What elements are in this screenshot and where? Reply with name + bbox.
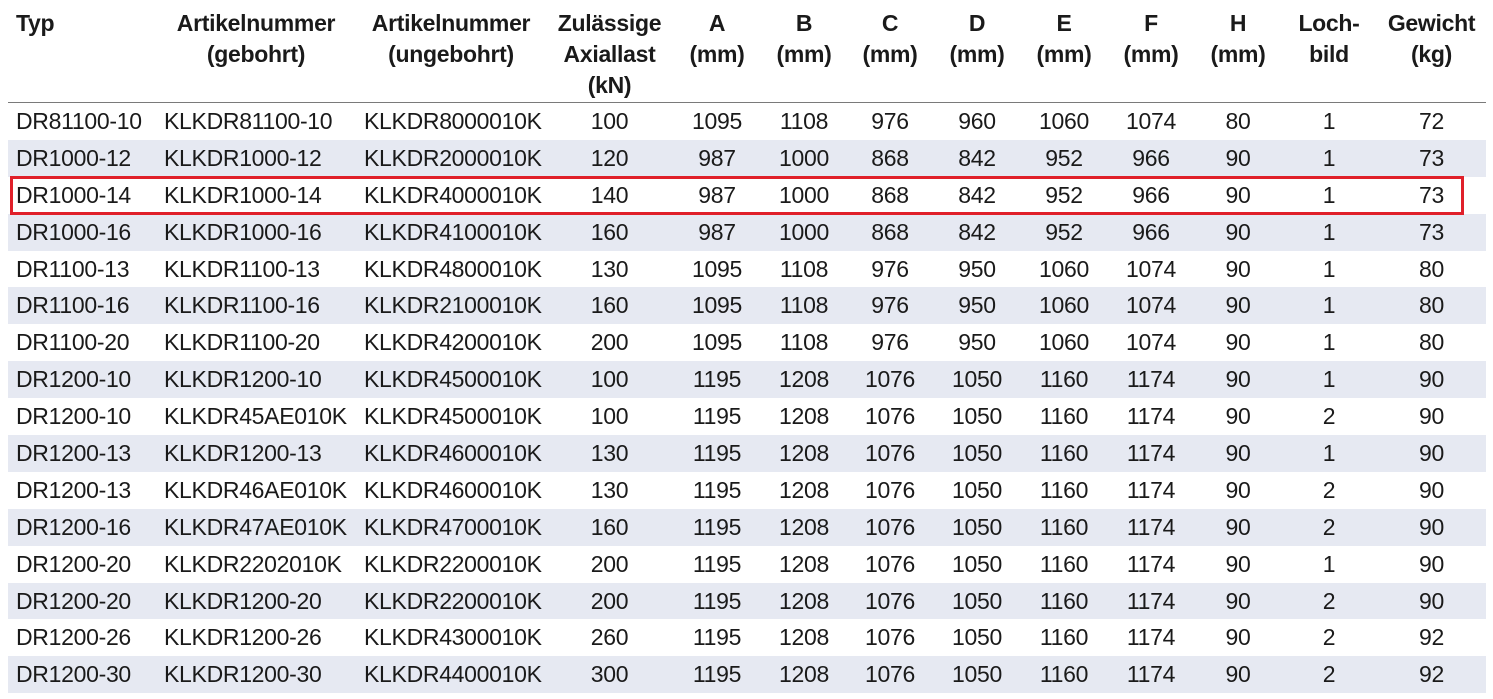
table-cell: KLKDR1000-16 bbox=[156, 214, 356, 251]
table-row bbox=[8, 619, 1486, 656]
table-row bbox=[8, 398, 1486, 435]
table-cell: 90 bbox=[1195, 214, 1281, 251]
table-cell: 1060 bbox=[1039, 329, 1089, 356]
table-cell: 1 bbox=[1281, 361, 1377, 398]
table-cell: 1195 bbox=[692, 403, 742, 430]
table-cell: 1095 bbox=[692, 255, 742, 282]
table-cell: 80 bbox=[1377, 287, 1486, 324]
table-row bbox=[8, 140, 1486, 177]
table-row bbox=[8, 656, 1486, 693]
table-cell: 2 bbox=[1322, 624, 1336, 651]
table-cell: 90 bbox=[1225, 255, 1251, 282]
table-cell: KLKDR4600010K bbox=[356, 435, 546, 472]
header-f: F (mm) bbox=[1123, 10, 1179, 67]
table-cell: KLKDR1000-12 bbox=[156, 140, 356, 177]
table-cell: 90 bbox=[1225, 476, 1251, 503]
table-cell: KLKDR1000-14 bbox=[164, 181, 322, 208]
table-cell: 952 bbox=[1021, 214, 1107, 251]
table-row bbox=[8, 251, 1486, 288]
table-cell: DR1200-13 bbox=[8, 435, 156, 472]
table-cell: 90 bbox=[1225, 550, 1251, 577]
table-cell: 73 bbox=[1377, 140, 1486, 177]
table-cell: 1076 bbox=[847, 509, 933, 546]
table-cell: 140 bbox=[590, 181, 629, 208]
table-cell: 987 bbox=[673, 214, 761, 251]
table-cell: 90 bbox=[1195, 656, 1281, 693]
table-cell: KLKDR8000010K bbox=[364, 107, 542, 134]
table-cell: 1076 bbox=[847, 656, 933, 693]
table-cell: 1195 bbox=[692, 476, 742, 503]
table-cell: 950 bbox=[958, 329, 996, 356]
table-cell: 842 bbox=[958, 181, 996, 208]
table-cell: 1 bbox=[1322, 329, 1336, 356]
table-cell: DR1200-20 bbox=[8, 583, 156, 620]
table-cell: 2 bbox=[1281, 509, 1377, 546]
table-cell: KLKDR4400010K bbox=[356, 656, 546, 693]
table-cell: 868 bbox=[847, 214, 933, 251]
table-cell: 1050 bbox=[933, 583, 1021, 620]
table-cell: 1195 bbox=[673, 656, 761, 693]
table-cell: 72 bbox=[1419, 107, 1444, 134]
table-cell: 1208 bbox=[779, 403, 829, 430]
table-cell: 120 bbox=[546, 140, 673, 177]
table-cell: 130 bbox=[546, 435, 673, 472]
table-body bbox=[8, 103, 1486, 694]
table-cell: 1208 bbox=[761, 361, 847, 398]
table-cell: DR1000-16 bbox=[8, 214, 156, 251]
table-cell: 976 bbox=[847, 287, 933, 324]
table-cell: 1160 bbox=[1039, 476, 1089, 503]
table-cell: KLKDR1200-30 bbox=[156, 656, 356, 693]
table-row bbox=[8, 361, 1486, 398]
table-cell: DR1200-13 bbox=[16, 476, 131, 503]
table-cell: KLKDR81100-10 bbox=[164, 107, 333, 134]
table-cell: 960 bbox=[958, 107, 996, 134]
table-cell: 260 bbox=[590, 624, 629, 651]
table-cell: 100 bbox=[590, 107, 629, 134]
table-cell: 987 bbox=[698, 181, 736, 208]
table-cell: KLKDR4100010K bbox=[356, 214, 546, 251]
table-cell: 1160 bbox=[1039, 624, 1089, 651]
table-cell: 90 bbox=[1377, 583, 1486, 620]
table-cell: 1174 bbox=[1107, 435, 1195, 472]
table-cell: 1 bbox=[1281, 140, 1377, 177]
table-cell: 1108 bbox=[779, 107, 829, 134]
table-cell: 90 bbox=[1225, 624, 1251, 651]
table-cell: 90 bbox=[1225, 181, 1251, 208]
table-cell: 1060 bbox=[1021, 287, 1107, 324]
header-lochbild: Loch- bild bbox=[1298, 10, 1360, 67]
header-c: C (mm) bbox=[862, 10, 918, 67]
table-cell: KLKDR1200-10 bbox=[156, 361, 356, 398]
table-cell: 2 bbox=[1322, 476, 1336, 503]
table-row bbox=[8, 546, 1486, 583]
table-row bbox=[8, 214, 1486, 251]
header-d: D (mm) bbox=[949, 10, 1005, 67]
header-h: H (mm) bbox=[1210, 10, 1266, 67]
table-cell: 100 bbox=[546, 361, 673, 398]
table-cell: 1050 bbox=[933, 656, 1021, 693]
table-cell: DR1200-10 bbox=[16, 403, 131, 430]
table-cell: KLKDR4200010K bbox=[364, 329, 542, 356]
table-cell: 1174 bbox=[1126, 550, 1176, 577]
table-cell: KLKDR1200-26 bbox=[164, 624, 322, 651]
table-cell: 1208 bbox=[761, 583, 847, 620]
table-cell: 1208 bbox=[761, 656, 847, 693]
table-row-highlighted bbox=[8, 177, 1486, 214]
table-cell: 1060 bbox=[1039, 107, 1089, 134]
table-cell: 90 bbox=[1225, 329, 1251, 356]
table-cell: KLKDR2100010K bbox=[356, 287, 546, 324]
header-typ: Typ bbox=[16, 10, 55, 36]
table-cell: 1074 bbox=[1126, 255, 1176, 282]
table-cell: 90 bbox=[1377, 435, 1486, 472]
table-row bbox=[8, 472, 1486, 509]
table-cell: DR1100-13 bbox=[16, 255, 130, 282]
table-cell: KLKDR2200010K bbox=[364, 550, 542, 577]
table-cell: 300 bbox=[546, 656, 673, 693]
table-cell: 1076 bbox=[865, 624, 915, 651]
table-cell: 1000 bbox=[761, 214, 847, 251]
table-cell: 1 bbox=[1322, 107, 1336, 134]
table-cell: 1076 bbox=[865, 476, 915, 503]
table-cell: 1208 bbox=[761, 509, 847, 546]
table-cell: 92 bbox=[1419, 624, 1444, 651]
table-cell: 90 bbox=[1225, 403, 1251, 430]
table-cell: 80 bbox=[1419, 255, 1444, 282]
table-cell: 976 bbox=[871, 255, 909, 282]
table-row bbox=[8, 435, 1486, 472]
table-cell: 2 bbox=[1322, 403, 1336, 430]
table-cell: 1160 bbox=[1021, 509, 1107, 546]
table-cell: 1074 bbox=[1107, 287, 1195, 324]
table-cell: 1074 bbox=[1126, 329, 1176, 356]
table-cell: 200 bbox=[546, 583, 673, 620]
table-cell: 1 bbox=[1322, 550, 1336, 577]
table-cell: KLKDR1100-16 bbox=[156, 287, 356, 324]
header-artikelnummer-gebohrt: Artikelnummer (gebohrt) bbox=[176, 10, 336, 67]
table-cell: 1050 bbox=[952, 476, 1002, 503]
table-cell: KLKDR1200-20 bbox=[156, 583, 356, 620]
table-cell: 1 bbox=[1322, 181, 1336, 208]
table-cell: 1050 bbox=[933, 361, 1021, 398]
table-cell: 1000 bbox=[761, 140, 847, 177]
table-cell: 1174 bbox=[1107, 583, 1195, 620]
table-row bbox=[8, 287, 1486, 324]
table-cell: 90 bbox=[1195, 287, 1281, 324]
table-cell: DR1200-16 bbox=[8, 509, 156, 546]
table-cell: 1050 bbox=[933, 509, 1021, 546]
table-cell: 1108 bbox=[779, 255, 829, 282]
table-cell: 90 bbox=[1195, 361, 1281, 398]
table-cell: KLKDR2202010K bbox=[164, 550, 342, 577]
table-cell: 1074 bbox=[1126, 107, 1176, 134]
table-cell: KLKDR47AE010K bbox=[156, 509, 356, 546]
table-cell: 1108 bbox=[761, 287, 847, 324]
table-cell: 1076 bbox=[865, 550, 915, 577]
table-cell: 92 bbox=[1377, 656, 1486, 693]
table-cell: 90 bbox=[1377, 361, 1486, 398]
table-cell: 1050 bbox=[952, 550, 1002, 577]
table-cell: 966 bbox=[1107, 214, 1195, 251]
table-cell: 1174 bbox=[1107, 361, 1195, 398]
table-cell: 1076 bbox=[865, 403, 915, 430]
table-cell: 1208 bbox=[779, 624, 829, 651]
table-cell: KLKDR4000010K bbox=[364, 181, 542, 208]
table-row bbox=[8, 509, 1486, 546]
table-cell: 1160 bbox=[1021, 435, 1107, 472]
table-cell: DR1200-20 bbox=[16, 550, 131, 577]
table-cell: 90 bbox=[1195, 435, 1281, 472]
table-cell: 90 bbox=[1419, 403, 1444, 430]
table-cell: 1076 bbox=[847, 583, 933, 620]
table-cell: 950 bbox=[933, 287, 1021, 324]
table-cell: 1060 bbox=[1039, 255, 1089, 282]
table-cell: 1076 bbox=[847, 361, 933, 398]
table-cell: 1 bbox=[1322, 255, 1336, 282]
table-cell: 130 bbox=[590, 255, 629, 282]
table-cell: 130 bbox=[590, 476, 629, 503]
table-cell: 1108 bbox=[779, 329, 829, 356]
table-cell: DR81100-10 bbox=[16, 107, 142, 134]
table-cell: KLKDR4600010K bbox=[364, 476, 542, 503]
table-cell: DR1100-16 bbox=[8, 287, 156, 324]
table-cell: DR1200-30 bbox=[8, 656, 156, 693]
table-cell: 80 bbox=[1419, 329, 1444, 356]
table-cell: 1 bbox=[1281, 214, 1377, 251]
table-cell: 966 bbox=[1107, 140, 1195, 177]
header-gewicht: Gewicht (kg) bbox=[1387, 10, 1476, 67]
table-cell: 90 bbox=[1419, 476, 1444, 503]
table-cell: 90 bbox=[1377, 509, 1486, 546]
table-cell: 868 bbox=[847, 140, 933, 177]
table-cell: DR1000-12 bbox=[8, 140, 156, 177]
table-cell: 1160 bbox=[1021, 583, 1107, 620]
table-cell: 90 bbox=[1195, 140, 1281, 177]
table-cell: 1174 bbox=[1126, 476, 1176, 503]
table-cell: 950 bbox=[958, 255, 996, 282]
header-b: B (mm) bbox=[776, 10, 832, 67]
header-a: A (mm) bbox=[689, 10, 745, 67]
table-cell: 90 bbox=[1195, 583, 1281, 620]
table-cell: 1076 bbox=[847, 435, 933, 472]
header-artikelnummer-ungebohrt: Artikelnummer (ungebohrt) bbox=[371, 10, 531, 67]
table-cell: 1160 bbox=[1021, 656, 1107, 693]
table-cell: 1095 bbox=[673, 287, 761, 324]
table-cell: 200 bbox=[590, 329, 629, 356]
table-cell: DR1200-10 bbox=[8, 361, 156, 398]
table-cell: DR1100-20 bbox=[16, 329, 130, 356]
table-cell: 842 bbox=[933, 214, 1021, 251]
table-cell: KLKDR1200-13 bbox=[156, 435, 356, 472]
table-cell: KLKDR4500010K bbox=[356, 361, 546, 398]
table-cell: KLKDR2000010K bbox=[356, 140, 546, 177]
header-e: E (mm) bbox=[1036, 10, 1092, 67]
table-row bbox=[8, 324, 1486, 361]
table-cell: 1174 bbox=[1107, 509, 1195, 546]
table-cell: 1050 bbox=[952, 403, 1002, 430]
table-cell: KLKDR4800010K bbox=[364, 255, 542, 282]
table-cell: 1174 bbox=[1107, 656, 1195, 693]
table-cell: 160 bbox=[546, 509, 673, 546]
table-cell: 1208 bbox=[779, 476, 829, 503]
header-row bbox=[8, 0, 1486, 103]
table-cell: KLKDR4500010K bbox=[364, 403, 542, 430]
table-cell: 73 bbox=[1419, 181, 1444, 208]
table-cell: 73 bbox=[1377, 214, 1486, 251]
table-cell: 1 bbox=[1281, 435, 1377, 472]
table-cell: 2 bbox=[1281, 583, 1377, 620]
table-cell: 160 bbox=[546, 214, 673, 251]
table-cell: 842 bbox=[933, 140, 1021, 177]
table-cell: 1160 bbox=[1039, 403, 1089, 430]
table-cell: KLKDR46AE010K bbox=[164, 476, 347, 503]
table-row bbox=[8, 103, 1486, 140]
table-cell: 1208 bbox=[779, 550, 829, 577]
table-cell: 90 bbox=[1419, 550, 1444, 577]
table-cell: 966 bbox=[1132, 181, 1170, 208]
table-cell: KLKDR1100-13 bbox=[164, 255, 320, 282]
table-cell: 1195 bbox=[673, 361, 761, 398]
table-cell: KLKDR2200010K bbox=[356, 583, 546, 620]
table-cell: 1160 bbox=[1039, 550, 1089, 577]
table-cell: KLKDR1100-20 bbox=[164, 329, 320, 356]
table-cell: 1000 bbox=[779, 181, 829, 208]
table-cell: 1174 bbox=[1126, 624, 1176, 651]
table-cell: DR1000-14 bbox=[16, 181, 131, 208]
table-cell: 1195 bbox=[673, 583, 761, 620]
spec-table bbox=[8, 0, 1486, 693]
table-cell: 1195 bbox=[692, 624, 742, 651]
table-cell: 868 bbox=[871, 181, 909, 208]
table-cell: 1195 bbox=[692, 550, 742, 577]
table-cell: 100 bbox=[590, 403, 629, 430]
table-cell: DR1200-26 bbox=[16, 624, 131, 651]
table-cell: 976 bbox=[871, 329, 909, 356]
table-cell: 952 bbox=[1021, 140, 1107, 177]
table-cell: 1095 bbox=[692, 329, 742, 356]
table-cell: 90 bbox=[1195, 509, 1281, 546]
table-cell: KLKDR45AE010K bbox=[164, 403, 347, 430]
table-cell: 976 bbox=[871, 107, 909, 134]
table-cell: 1160 bbox=[1021, 361, 1107, 398]
table-cell: 1174 bbox=[1126, 403, 1176, 430]
table-cell: 1195 bbox=[673, 509, 761, 546]
table-cell: 1208 bbox=[761, 435, 847, 472]
table-cell: 1 bbox=[1281, 287, 1377, 324]
table-cell: KLKDR4300010K bbox=[364, 624, 542, 651]
table-cell: 200 bbox=[590, 550, 629, 577]
table-cell: 2 bbox=[1281, 656, 1377, 693]
table-cell: 1050 bbox=[952, 624, 1002, 651]
table-cell: 160 bbox=[546, 287, 673, 324]
table-cell: 1050 bbox=[933, 435, 1021, 472]
table-row bbox=[8, 583, 1486, 620]
table-cell: 80 bbox=[1225, 107, 1251, 134]
table-cell: 952 bbox=[1045, 181, 1083, 208]
header-axiallast: Zulässige Axiallast (kN) bbox=[557, 10, 662, 98]
table-cell: 1195 bbox=[673, 435, 761, 472]
table-cell: 1095 bbox=[692, 107, 742, 134]
table-cell: KLKDR4700010K bbox=[356, 509, 546, 546]
table-cell: 987 bbox=[673, 140, 761, 177]
